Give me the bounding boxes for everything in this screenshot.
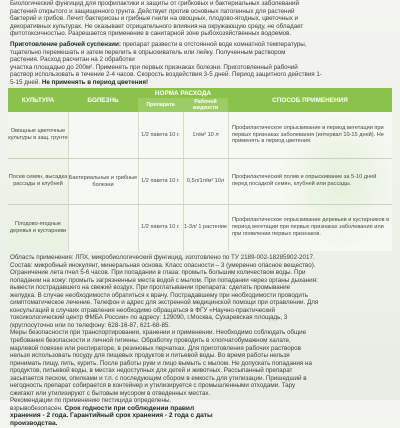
header-method: СПОСОБ ПРИМЕНЕНИЯ [228,88,392,112]
row-1-work: 1л/м² 10 л [192,131,219,138]
safety-line: сжигают или утилизируют с бытовым мусором в отведенных местах. [10,389,211,397]
shelf-life-line: хранения - 2 года. Гарантийный срок хранения - 2 года с даты [10,412,213,420]
safety-line: (круглосуточно или по телефону: 628-16-87, 621-68-85. [10,321,171,329]
description-line: растений открытого и защищенного грунта. Действует против основных патогенных для растений [10,7,295,15]
prep-line: растения. Расход расчитан на 2 обработки [10,56,135,64]
prep-line: Приготовление рабочей суспензии: препарат развести в отстоянной воде комнатной температуры, [10,40,307,48]
row-2-prep: 1/2 пакета 10 г. [141,177,180,184]
safety-line: Область применения: ЛПХ, микробиологический фунгицид, изготовлено по ТУ 2189-002-18285902-2017. [10,254,315,261]
description-line: декоративных культурах. Не оказывает отрицательного влияния на окружающую среду, не обладает [10,22,304,30]
safety-line: консультаций в случаях отравления необходимо обращаться в ФГУ «Научно-практический [10,306,276,314]
safety-line: взрывобезопасен. Срок годности при соблюдении правил [10,404,195,412]
prep-line: участка площадью до 200м². Применять при первых признаках болезни. Приготовленный рабочий [10,63,298,71]
header-disease: БОЛЕЗНЬ [68,88,138,112]
safety-line: негодность препарат собирается в контейнер и утилизируется с промышленными отходами. Тару [10,382,296,390]
header-culture: КУЛЬТУРА [8,88,68,112]
safety-line: вывести пострадавшего на свежий воздух. При проглатывании препарата: сделать промывание [10,284,291,292]
header-prep: Препарата [138,98,183,112]
safety-line: попадании на кожу: промыть загрязненные места водой с мылом. При попадании через органы дыхания: [10,276,318,284]
description-block [10,0,398,87]
safety-line: принимать пищу, пить, курить. После работы руки и лицо вымыть с мылом. Не допускать попадания на [10,359,312,367]
description-line: фитотоксичностью. Разрешается применение в санитарной зоне рыбохозяйственных водоемов. [10,30,292,38]
safety-line: симптоматическое лечение. Телефон и адрес для экстренной медицинской помощи при отравлении. Для [10,299,319,307]
safety-line: засыпается песком, опилками и т.п. с последующим сбором в емкость для утилизации. Пришедший в [10,374,307,382]
safety-line: требования безопасности и личной гигиены. Обработку проводить в хлопчатобумажном халате, [10,337,291,345]
row-1-method: Профилактическое опрыскивание в период вегетации при первых признаках заболевания (интервал 10-15 дней). Не применять в период цветения. [232,124,384,145]
description-line: бактерий и грибов. Лечит бактериозы и грибные гнили на овощных, плодово-ягодных, цветочных и [10,15,299,23]
row-3-method: Профилактическое опрыскивание деревьев и кустарников в период вегетации при первых признаках заболевания или при появлении первых признаков. [232,217,390,237]
prep-line: раствор использовать в течение 2-4 часов. Скорость воздействия 3-5 дней. Период защитного действия 1- [10,71,322,79]
row-1-prep: 1/2 пакета 10 г. [141,131,180,138]
safety-line: Ограничение лета пчел 5-6 часов. При попадании в глаза: промыть большим количеством воды. При [10,269,306,277]
row-3-prep: 1/2 пакета 10 г. [141,224,180,231]
safety-line: продуктов, питьевой воды, в местах недоступных для детей и животных. Рассыпанный препарат [10,367,293,375]
safety-line: Меры безопасности при транспортировании, хранении и применении. Необходимо соблюдать общие [10,329,307,337]
row-2-culture: Посев семян, высадка рассады и клубней [8,174,68,187]
safety-line: токсикологический центр ФМБА России» по адресу: 129090, г.Москва, Сухаревская площадь, 3 [10,314,288,322]
prep-line: 5-15 дней. Не применять в период цветения! [10,78,149,86]
header-norm: НОРМА РАСХОДА [138,88,228,98]
safety-block [10,254,394,428]
safety-line: нельзя использовать посуду для пищевых продуктов и питьевой воды. Во время работы нельзя [10,352,290,360]
row-3-work: 1-3л/ 1 растение [183,224,228,231]
row-2-work: 0,5л/1л/м² 10л [186,177,225,184]
row-1-culture: Овощные цветочные культуры в защ. грунте [8,128,68,141]
row-disease: Бактериальные и грибные болезни [68,174,138,188]
safety-line: желудка. В случае необходимости обратиться к врачу. Пострадавшему при необходимости проводить [10,291,308,299]
description-line: Биологический фунгицид для профилактики и защиты от грибковых и бактериальных заболеваний [10,0,300,7]
shelf-life-line: производства. [10,420,58,428]
prep-warning: Не применять в период цветения! [41,78,149,86]
usage-table [8,88,392,251]
safety-line: Рекомендации по применению пестицида определены. [10,397,172,405]
row-2-method: Профилактический полив и опрыскивание за 5-10 дней перед посадкой семян, клубней или рассады. [232,174,377,187]
row-3-culture: Плодово-ягодные деревья и кустарники [9,220,67,234]
prep-line: тщательно перемешать и затем перелить в опрыскиватель или лейку. Полученным раствором [10,48,286,56]
safety-line: марлевой повязке или респираторе, в резиновых перчатках. Для приготовления рабочих растворов [10,344,301,352]
safety-line: Состав: микробный инокулянт, минеральная основа. Класс опасности – 3 (умеренно опасное вещество). [10,261,316,269]
prep-title: Приготовление рабочей суспензии: [10,40,121,48]
shelf-life-line: Срок годности при соблюдении правил [64,404,195,412]
header-work: Рабочей жидкости [183,98,228,112]
